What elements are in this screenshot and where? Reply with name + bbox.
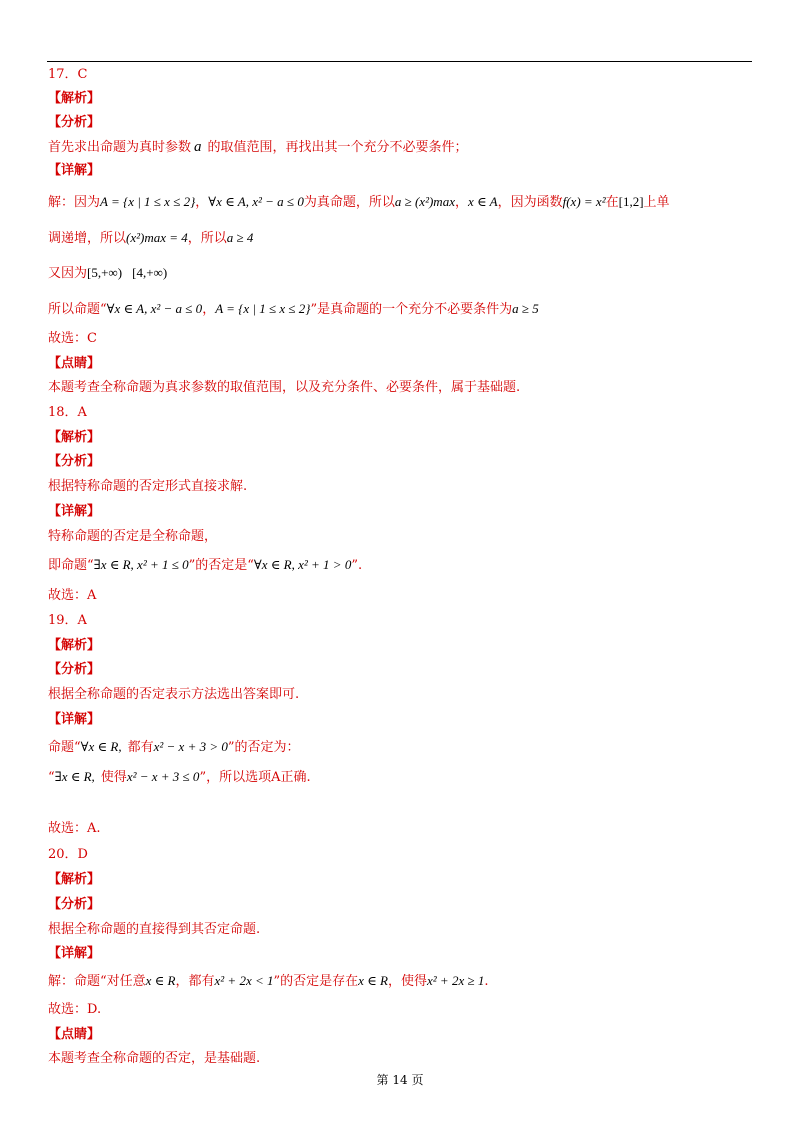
section-jiexi: 【解析】 [48, 430, 101, 445]
comment-text: 本题考查全称命题的否定，是基础题. [48, 1051, 261, 1066]
answer-choice: 故选：A. [48, 821, 101, 836]
solution-line: 即命题“∃x ∈ R, x² + 1 ≤ 0”的否定是“∀x ∈ R, x² + 1 > 0”. [48, 557, 363, 573]
section-fenxi: 【分析】 [48, 115, 101, 130]
solution-line: 解：命题“对任意x ∈ R，都有x² + 2x < 1”的否定是存在x ∈ R，使得x² + 2x ≥ 1. [48, 973, 489, 989]
analysis-text: 根据特称命题的否定形式直接求解. [48, 479, 248, 494]
answer-choice: 故选：A [48, 588, 97, 603]
comment-text: 本题考查全称命题为真求参数的取值范围，以及充分条件、必要条件，属于基础题. [48, 380, 521, 395]
answer-19: 19．A [48, 613, 87, 628]
section-jiexi: 【解析】 [48, 872, 101, 887]
analysis-text: 根据全称命题的否定表示方法选出答案即可. [48, 687, 300, 702]
page-number: 第 14 页 [376, 1073, 424, 1087]
section-xiangjie: 【详解】 [48, 504, 101, 519]
answer-17: 17．C [48, 67, 88, 82]
solution-line: 特称命题的否定是全称命题， [48, 529, 218, 544]
section-jiexi: 【解析】 [48, 91, 101, 106]
answer-choice: 故选：C [48, 331, 97, 346]
section-dianjing: 【点睛】 [48, 356, 101, 371]
solution-line: 调递增，所以(x²)max = 4，所以a ≥ 4 [48, 230, 254, 246]
solution-line: 所以命题“∀x ∈ A, x² − a ≤ 0，A = {x | 1 ≤ x ≤ 2}”是真命题的一个充分不必要条件为a ≥ 5 [48, 301, 539, 317]
answer-18: 18．A [48, 405, 87, 420]
answer-20: 20．D [48, 847, 88, 862]
answer-choice: 故选：D. [48, 1002, 102, 1017]
solution-line: 解：因为A = {x | 1 ≤ x ≤ 2}，∀x ∈ A, x² − a ≤ 0为真命题，所以a ≥ (x²)max，x ∈ A，因为函数f(x) = x²在[1,2]上单 [48, 194, 670, 210]
analysis-text: 根据全称命题的直接得到其否定命题. [48, 922, 261, 937]
solution-line: 命题“∀x ∈ R, 都有x² − x + 3 > 0”的否定为： [48, 739, 300, 755]
section-dianjing: 【点睛】 [48, 1027, 101, 1042]
section-xiangjie: 【详解】 [48, 946, 101, 961]
section-jiexi: 【解析】 [48, 638, 101, 653]
section-xiangjie: 【详解】 [48, 712, 101, 727]
solution-line: 又因为[5,+∞) [4,+∞) [48, 265, 168, 281]
section-fenxi: 【分析】 [48, 454, 101, 469]
section-fenxi: 【分析】 [48, 897, 101, 912]
section-fenxi: 【分析】 [48, 662, 101, 677]
section-xiangjie: 【详解】 [48, 163, 101, 178]
header-rule [47, 61, 752, 62]
solution-line: “∃x ∈ R, 使得x² − x + 3 ≤ 0”，所以选项A正确. [48, 769, 311, 785]
analysis-text: 首先求出命题为真时参数 a 的取值范围，再找出其一个充分不必要条件； [48, 139, 468, 155]
